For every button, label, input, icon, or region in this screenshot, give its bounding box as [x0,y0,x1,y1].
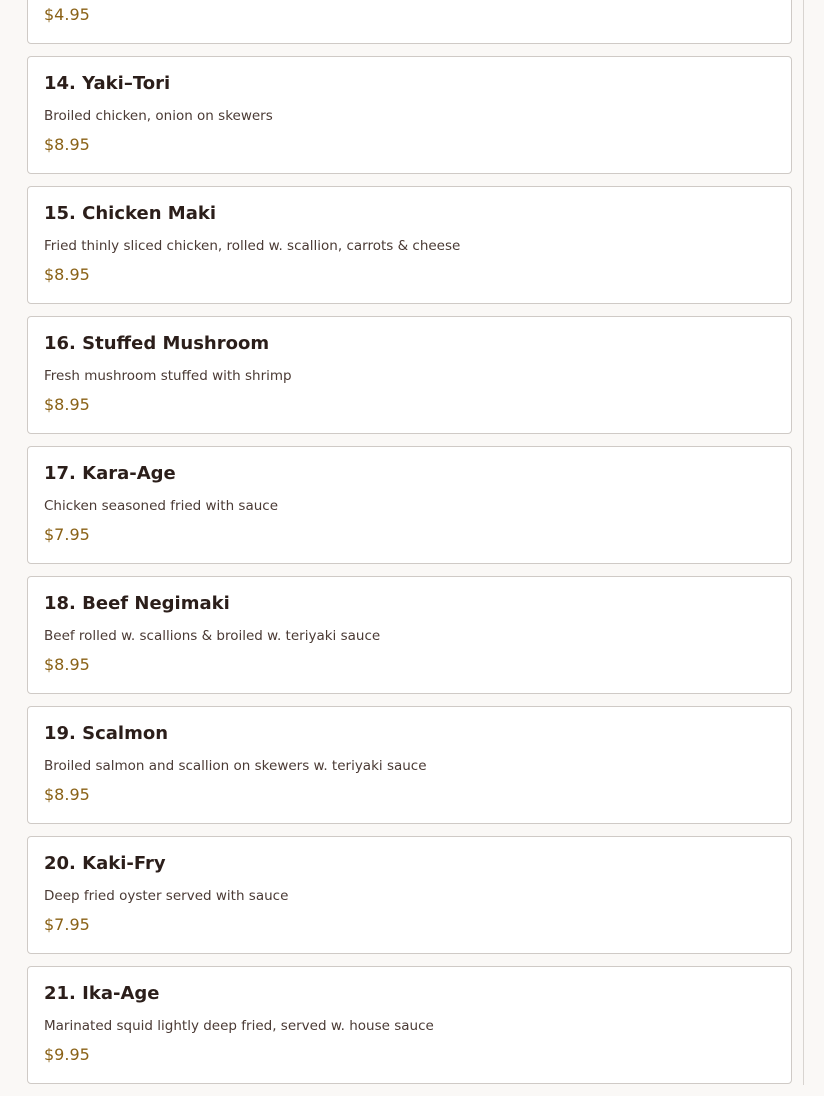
item-name: 19. Scalmon [44,723,169,744]
item-price: $7.95 [44,915,90,934]
item-name: 18. Beef Negimaki [44,593,230,614]
menu-item-card[interactable] [27,836,792,954]
item-description: Fried thinly sliced chicken, rolled w. scallion, carrots & cheese [44,238,461,254]
item-name: 15. Chicken Maki [44,203,216,224]
item-name: 17. Kara-Age [44,463,176,484]
menu-item-card[interactable] [27,186,792,304]
menu-item-card[interactable] [27,0,792,44]
item-description: Broiled chicken, onion on skewers [44,108,273,124]
item-description: Deep fried oyster served with sauce [44,888,289,904]
menu-item-card[interactable] [27,966,792,1084]
item-name: 21. Ika-Age [44,983,160,1004]
item-name: 14. Yaki–Tori [44,73,171,94]
menu-item-card[interactable] [27,316,792,434]
menu-item-card[interactable] [27,446,792,564]
menu-item-card[interactable] [27,706,792,824]
item-price: $7.95 [44,525,90,544]
menu-list [27,0,792,1096]
menu-item-card[interactable] [27,576,792,694]
item-description: Chicken seasoned fried with sauce [44,498,279,514]
item-price: $4.95 [44,5,90,24]
item-price: $8.95 [44,135,90,154]
item-price: $8.95 [44,785,90,804]
item-description: Beef rolled w. scallions & broiled w. teriyaki sauce [44,628,381,644]
item-description: Broiled salmon and scallion on skewers w. teriyaki sauce [44,758,427,774]
item-price: $8.95 [44,395,90,414]
item-price: $8.95 [44,265,90,284]
item-description: Marinated squid lightly deep fried, served w. house sauce [44,1018,434,1034]
item-price: $8.95 [44,655,90,674]
item-name: 16. Stuffed Mushroom [44,333,270,354]
menu-item-card[interactable] [27,56,792,174]
item-description: Fresh mushroom stuffed with shrimp [44,368,292,384]
item-price: $9.95 [44,1045,90,1064]
item-name: 20. Kaki-Fry [44,853,166,874]
